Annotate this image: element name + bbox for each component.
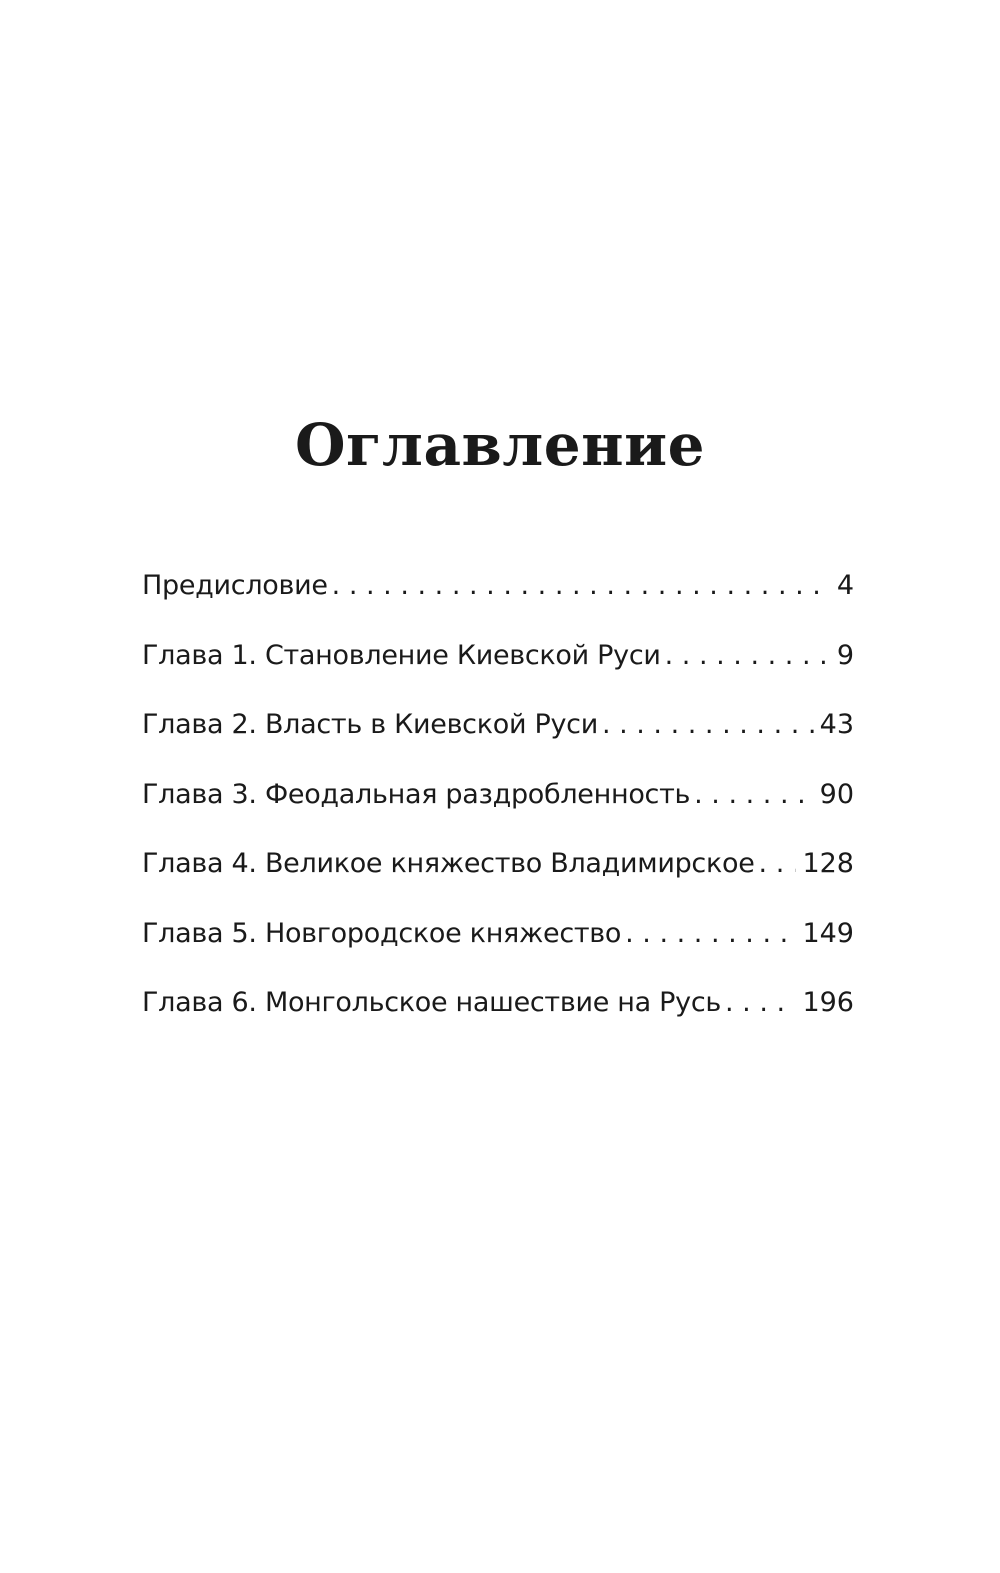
toc-entry-page-number: 196 bbox=[802, 987, 854, 1018]
dot-leader bbox=[665, 632, 831, 680]
toc-entry-title: Глава 5. Новгородское княжество bbox=[142, 917, 622, 949]
toc-entry-page-number: 4 bbox=[836, 570, 854, 601]
dot-leader bbox=[332, 562, 831, 610]
toc-entry-chapter-3 bbox=[142, 771, 854, 819]
dot-leader bbox=[694, 771, 814, 819]
toc-entry-page-number: 149 bbox=[802, 917, 854, 949]
toc-entry-chapter-4 bbox=[142, 840, 854, 888]
page-title: Оглавление bbox=[294, 411, 705, 479]
toc-entry-title: Глава 2. Власть в Киевской Руси bbox=[142, 709, 598, 740]
toc-entry-chapter-5 bbox=[142, 910, 854, 958]
dot-leader bbox=[625, 910, 796, 958]
dot-leader bbox=[725, 979, 796, 1027]
toc-entry-page-number: 128 bbox=[802, 848, 854, 879]
dot-leader bbox=[759, 840, 797, 888]
toc-entry-preface bbox=[142, 562, 854, 610]
toc-entry-title: Глава 3. Феодальная раздробленность bbox=[142, 778, 691, 810]
toc-entry-title: Глава 6. Монгольское нашествие на Русь bbox=[142, 987, 722, 1018]
toc-entry-page-number: 43 bbox=[819, 709, 854, 740]
toc-entry-chapter-1 bbox=[142, 632, 854, 680]
toc-entry-title: Глава 1. Становление Киевской Руси bbox=[142, 639, 661, 671]
toc-entry-title: Предисловие bbox=[142, 570, 328, 601]
table-of-contents bbox=[142, 562, 854, 1049]
toc-entry-page-number: 9 bbox=[836, 639, 854, 671]
toc-entry-page-number: 90 bbox=[819, 778, 854, 810]
toc-entry-chapter-2 bbox=[142, 701, 854, 749]
dot-leader bbox=[602, 701, 814, 749]
toc-entry-chapter-6 bbox=[142, 979, 854, 1027]
toc-entry-title: Глава 4. Великое княжество Владимирское bbox=[142, 848, 755, 879]
